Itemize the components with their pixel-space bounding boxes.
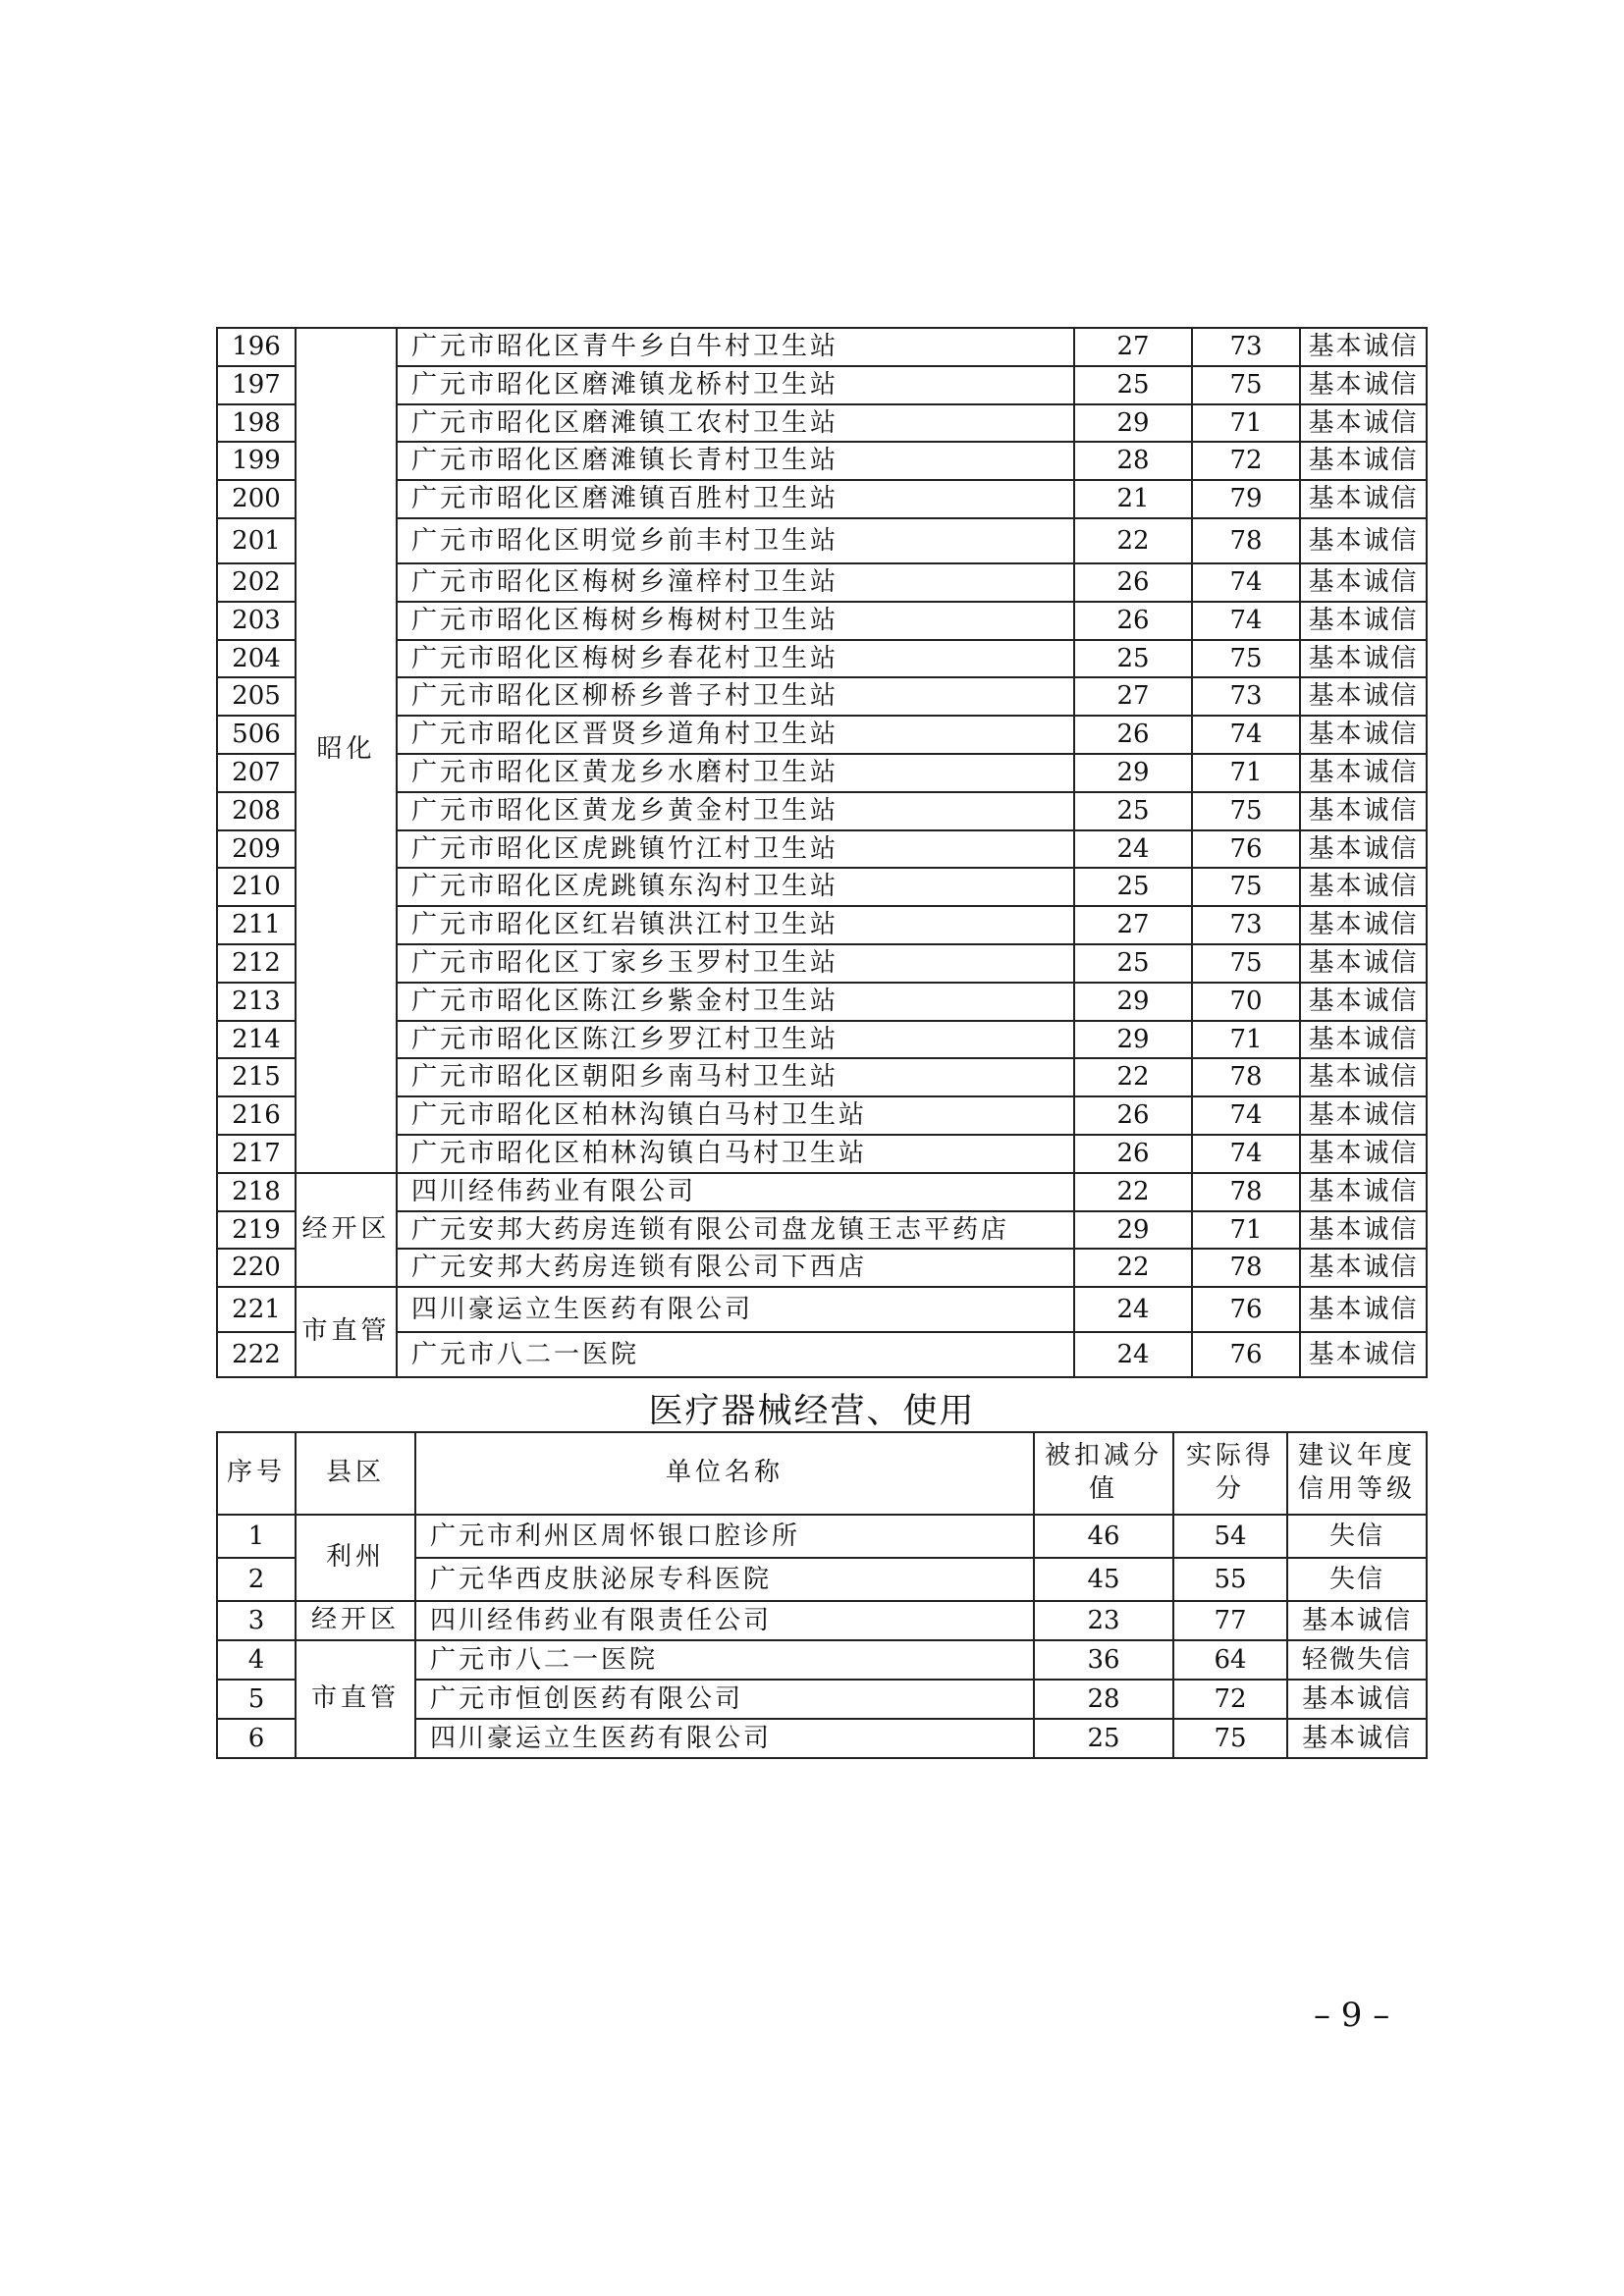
actual-score: 71 <box>1192 754 1300 792</box>
actual-score: 76 <box>1192 1287 1300 1332</box>
deduct-value: 26 <box>1074 1096 1192 1135</box>
unit-name: 广元市昭化区磨滩镇龙桥村卫生站 <box>397 366 1074 404</box>
table-row <box>217 1332 1427 1377</box>
actual-score: 78 <box>1192 1173 1300 1211</box>
table-row <box>217 1601 1427 1640</box>
unit-name: 广元市昭化区黄龙乡黄金村卫生站 <box>397 792 1074 830</box>
table-row <box>217 1021 1427 1059</box>
credit-grade: 基本诚信 <box>1300 602 1427 640</box>
credit-grade: 基本诚信 <box>1300 754 1427 792</box>
deduct-value: 25 <box>1074 366 1192 404</box>
deduct-value: 25 <box>1074 640 1192 678</box>
unit-name: 广元市昭化区柳桥乡普子村卫生站 <box>397 677 1074 716</box>
row-number: 6 <box>217 1719 296 1758</box>
row-number: 199 <box>217 442 296 480</box>
actual-score: 74 <box>1192 563 1300 602</box>
row-number: 214 <box>217 1021 296 1059</box>
deduct-value: 22 <box>1074 1249 1192 1287</box>
credit-grade: 基本诚信 <box>1300 1332 1427 1377</box>
credit-table-devices <box>216 1431 1428 1759</box>
unit-name: 广元市昭化区丁家乡玉罗村卫生站 <box>397 944 1074 983</box>
row-number: 210 <box>217 868 296 906</box>
actual-score: 78 <box>1192 1058 1300 1096</box>
table-row <box>217 868 1427 906</box>
unit-name: 广元市八二一医院 <box>415 1640 1034 1680</box>
table-row <box>217 906 1427 944</box>
table-row <box>217 518 1427 563</box>
deduct-value: 25 <box>1074 792 1192 830</box>
credit-grade: 基本诚信 <box>1300 830 1427 869</box>
deduct-value: 29 <box>1074 1021 1192 1059</box>
table-row <box>217 830 1427 869</box>
table-row <box>217 1249 1427 1287</box>
credit-grade: 基本诚信 <box>1300 1287 1427 1332</box>
table-row <box>217 944 1427 983</box>
unit-name: 广元市昭化区陈江乡紫金村卫生站 <box>397 983 1074 1021</box>
table-row <box>217 602 1427 640</box>
deduct-value: 28 <box>1034 1680 1173 1719</box>
credit-grade: 基本诚信 <box>1287 1680 1427 1719</box>
unit-name: 广元市昭化区梅树乡春花村卫生站 <box>397 640 1074 678</box>
deduct-value: 24 <box>1074 830 1192 869</box>
deduct-value: 26 <box>1074 716 1192 754</box>
page-number: – 9 – <box>1314 1996 1390 2035</box>
deduct-value: 27 <box>1074 906 1192 944</box>
actual-score: 75 <box>1192 868 1300 906</box>
header-deduct: 被扣减分值 <box>1034 1432 1173 1515</box>
row-number: 222 <box>217 1332 296 1377</box>
row-number: 200 <box>217 480 296 518</box>
region-cell: 经开区 <box>296 1173 397 1287</box>
region-cell: 昭化 <box>296 328 397 1173</box>
credit-table-devices-body <box>217 1432 1427 1758</box>
credit-grade: 基本诚信 <box>1300 518 1427 563</box>
actual-score: 71 <box>1192 1021 1300 1059</box>
deduct-value: 22 <box>1074 1058 1192 1096</box>
row-number: 203 <box>217 602 296 640</box>
table-row <box>217 563 1427 602</box>
deduct-value: 21 <box>1074 480 1192 518</box>
unit-name: 广元市昭化区磨滩镇工农村卫生站 <box>397 404 1074 443</box>
deduct-value: 22 <box>1074 518 1192 563</box>
row-number: 201 <box>217 518 296 563</box>
row-number: 204 <box>217 640 296 678</box>
credit-grade: 基本诚信 <box>1300 1135 1427 1173</box>
table-row <box>217 1640 1427 1680</box>
actual-score: 74 <box>1192 1135 1300 1173</box>
credit-grade: 基本诚信 <box>1300 442 1427 480</box>
unit-name: 广元市昭化区朝阳乡南马村卫生站 <box>397 1058 1074 1096</box>
table-row <box>217 442 1427 480</box>
row-number: 220 <box>217 1249 296 1287</box>
row-number: 196 <box>217 328 296 366</box>
credit-grade: 基本诚信 <box>1300 944 1427 983</box>
actual-score: 72 <box>1192 442 1300 480</box>
row-number: 197 <box>217 366 296 404</box>
credit-grade: 基本诚信 <box>1300 1211 1427 1250</box>
actual-score: 64 <box>1173 1640 1287 1680</box>
unit-name: 广元市八二一医院 <box>397 1332 1074 1377</box>
actual-score: 75 <box>1192 366 1300 404</box>
actual-score: 72 <box>1173 1680 1287 1719</box>
header-score: 实际得分 <box>1173 1432 1287 1515</box>
credit-table-medicine-body <box>217 328 1427 1377</box>
actual-score: 77 <box>1173 1601 1287 1640</box>
unit-name: 四川豪运立生医药有限公司 <box>415 1719 1034 1758</box>
deduct-value: 26 <box>1074 602 1192 640</box>
unit-name: 广元市昭化区磨滩镇百胜村卫生站 <box>397 480 1074 518</box>
deduct-value: 29 <box>1074 983 1192 1021</box>
credit-grade: 基本诚信 <box>1300 716 1427 754</box>
unit-name: 广元安邦大药房连锁有限公司下西店 <box>397 1249 1074 1287</box>
unit-name: 广元市昭化区黄龙乡水磨村卫生站 <box>397 754 1074 792</box>
credit-grade: 基本诚信 <box>1300 1096 1427 1135</box>
deduct-value: 26 <box>1074 563 1192 602</box>
unit-name: 广元市昭化区梅树乡梅树村卫生站 <box>397 602 1074 640</box>
unit-name: 广元市昭化区柏林沟镇白马村卫生站 <box>397 1135 1074 1173</box>
actual-score: 75 <box>1192 792 1300 830</box>
unit-name: 广元市昭化区虎跳镇东沟村卫生站 <box>397 868 1074 906</box>
deduct-value: 29 <box>1074 404 1192 443</box>
region-cell: 经开区 <box>296 1601 415 1640</box>
row-number: 4 <box>217 1640 296 1680</box>
actual-score: 78 <box>1192 1249 1300 1287</box>
credit-grade: 基本诚信 <box>1300 640 1427 678</box>
unit-name: 四川豪运立生医药有限公司 <box>397 1287 1074 1332</box>
row-number: 205 <box>217 677 296 716</box>
deduct-value: 22 <box>1074 1173 1192 1211</box>
header-name: 单位名称 <box>415 1432 1034 1515</box>
credit-grade: 失信 <box>1287 1558 1427 1601</box>
header-region: 县区 <box>296 1432 415 1515</box>
credit-grade: 基本诚信 <box>1300 1058 1427 1096</box>
row-number: 212 <box>217 944 296 983</box>
deduct-value: 29 <box>1074 754 1192 792</box>
region-cell: 市直管 <box>296 1640 415 1758</box>
credit-grade: 基本诚信 <box>1300 366 1427 404</box>
deduct-value: 23 <box>1034 1601 1173 1640</box>
row-number: 209 <box>217 830 296 869</box>
row-number: 506 <box>217 716 296 754</box>
credit-grade: 轻微失信 <box>1287 1640 1427 1680</box>
credit-grade: 基本诚信 <box>1300 983 1427 1021</box>
table-row <box>217 677 1427 716</box>
actual-score: 73 <box>1192 328 1300 366</box>
actual-score: 75 <box>1192 944 1300 983</box>
unit-name: 广元华西皮肤泌尿专科医院 <box>415 1558 1034 1601</box>
table-row <box>217 1515 1427 1558</box>
deduct-value: 25 <box>1074 868 1192 906</box>
actual-score: 55 <box>1173 1558 1287 1601</box>
unit-name: 广元市昭化区红岩镇洪江村卫生站 <box>397 906 1074 944</box>
deduct-value: 27 <box>1074 328 1192 366</box>
deduct-value: 25 <box>1034 1719 1173 1758</box>
table-row <box>217 480 1427 518</box>
actual-score: 70 <box>1192 983 1300 1021</box>
table-row <box>217 366 1427 404</box>
row-number: 213 <box>217 983 296 1021</box>
deduct-value: 25 <box>1074 944 1192 983</box>
table-row <box>217 983 1427 1021</box>
actual-score: 73 <box>1192 906 1300 944</box>
actual-score: 54 <box>1173 1515 1287 1558</box>
actual-score: 71 <box>1192 1211 1300 1250</box>
table-header-row <box>217 1432 1427 1515</box>
section-title: 医疗器械经营、使用 <box>648 1392 976 1431</box>
table-row <box>217 792 1427 830</box>
unit-name: 广元市昭化区陈江乡罗江村卫生站 <box>397 1021 1074 1059</box>
table-row <box>217 404 1427 443</box>
credit-grade: 基本诚信 <box>1300 792 1427 830</box>
table-row <box>217 640 1427 678</box>
deduct-value: 26 <box>1074 1135 1192 1173</box>
table-row <box>217 1211 1427 1250</box>
actual-score: 75 <box>1192 640 1300 678</box>
actual-score: 75 <box>1173 1719 1287 1758</box>
region-cell: 市直管 <box>296 1287 397 1377</box>
row-number: 1 <box>217 1515 296 1558</box>
row-number: 211 <box>217 906 296 944</box>
actual-score: 71 <box>1192 404 1300 443</box>
actual-score: 73 <box>1192 677 1300 716</box>
actual-score: 78 <box>1192 518 1300 563</box>
deduct-value: 46 <box>1034 1515 1173 1558</box>
region-cell: 利州 <box>296 1515 415 1601</box>
unit-name: 广元市利州区周怀银口腔诊所 <box>415 1515 1034 1558</box>
actual-score: 76 <box>1192 830 1300 869</box>
actual-score: 74 <box>1192 602 1300 640</box>
actual-score: 74 <box>1192 716 1300 754</box>
table-row <box>217 1058 1427 1096</box>
row-number: 2 <box>217 1558 296 1601</box>
header-grade: 建议年度信用等级 <box>1287 1432 1427 1515</box>
unit-name: 广元市昭化区柏林沟镇白马村卫生站 <box>397 1096 1074 1135</box>
row-number: 202 <box>217 563 296 602</box>
credit-grade: 基本诚信 <box>1287 1719 1427 1758</box>
deduct-value: 24 <box>1074 1332 1192 1377</box>
table-row <box>217 754 1427 792</box>
actual-score: 74 <box>1192 1096 1300 1135</box>
row-number: 215 <box>217 1058 296 1096</box>
actual-score: 79 <box>1192 480 1300 518</box>
table-row <box>217 1135 1427 1173</box>
credit-grade: 基本诚信 <box>1300 563 1427 602</box>
table-row <box>217 716 1427 754</box>
row-number: 3 <box>217 1601 296 1640</box>
row-number: 218 <box>217 1173 296 1211</box>
deduct-value: 29 <box>1074 1211 1192 1250</box>
deduct-value: 28 <box>1074 442 1192 480</box>
credit-grade: 基本诚信 <box>1300 1173 1427 1211</box>
credit-grade: 基本诚信 <box>1300 480 1427 518</box>
unit-name: 广元市昭化区晋贤乡道角村卫生站 <box>397 716 1074 754</box>
row-number: 217 <box>217 1135 296 1173</box>
table-row <box>217 1096 1427 1135</box>
unit-name: 广元市恒创医药有限公司 <box>415 1680 1034 1719</box>
deduct-value: 45 <box>1034 1558 1173 1601</box>
deduct-value: 36 <box>1034 1640 1173 1680</box>
unit-name: 广元市昭化区磨滩镇长青村卫生站 <box>397 442 1074 480</box>
row-number: 207 <box>217 754 296 792</box>
credit-grade: 基本诚信 <box>1300 1021 1427 1059</box>
unit-name: 广元安邦大药房连锁有限公司盘龙镇王志平药店 <box>397 1211 1074 1250</box>
credit-grade: 基本诚信 <box>1300 404 1427 443</box>
credit-grade: 失信 <box>1287 1515 1427 1558</box>
row-number: 221 <box>217 1287 296 1332</box>
deduct-value: 24 <box>1074 1287 1192 1332</box>
table-row <box>217 1287 1427 1332</box>
header-no: 序号 <box>217 1432 296 1515</box>
unit-name: 广元市昭化区青牛乡白牛村卫生站 <box>397 328 1074 366</box>
credit-grade: 基本诚信 <box>1300 1249 1427 1287</box>
credit-grade: 基本诚信 <box>1300 677 1427 716</box>
credit-grade: 基本诚信 <box>1300 868 1427 906</box>
row-number: 198 <box>217 404 296 443</box>
credit-grade: 基本诚信 <box>1287 1601 1427 1640</box>
unit-name: 广元市昭化区虎跳镇竹江村卫生站 <box>397 830 1074 869</box>
deduct-value: 27 <box>1074 677 1192 716</box>
credit-table-medicine <box>216 327 1428 1378</box>
unit-name: 广元市昭化区明觉乡前丰村卫生站 <box>397 518 1074 563</box>
actual-score: 76 <box>1192 1332 1300 1377</box>
row-number: 208 <box>217 792 296 830</box>
table-row <box>217 328 1427 366</box>
row-number: 216 <box>217 1096 296 1135</box>
row-number: 5 <box>217 1680 296 1719</box>
credit-grade: 基本诚信 <box>1300 906 1427 944</box>
unit-name: 广元市昭化区梅树乡潼梓村卫生站 <box>397 563 1074 602</box>
table-row <box>217 1173 1427 1211</box>
unit-name: 四川经伟药业有限责任公司 <box>415 1601 1034 1640</box>
row-number: 219 <box>217 1211 296 1250</box>
credit-grade: 基本诚信 <box>1300 328 1427 366</box>
unit-name: 四川经伟药业有限公司 <box>397 1173 1074 1211</box>
